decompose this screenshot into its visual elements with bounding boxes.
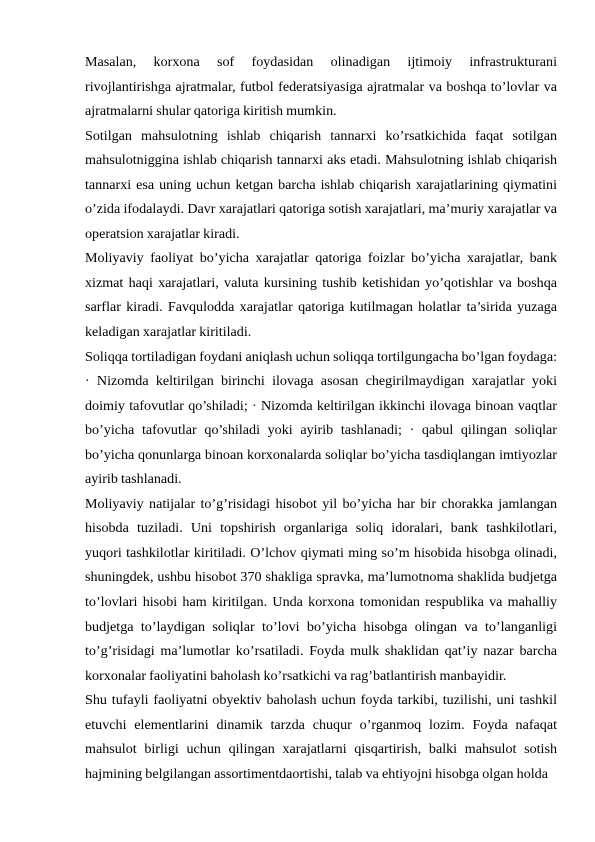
paragraph-4: Soliqqa tortiladigan foydani aniqlash uchun soliqqa tortilgungacha bo’lgan foydaga: · Nizomda keltirilgan birinchi ilovaga asosan chegirilmaydigan xarajatlar yoki doimiy tafovutlar qo’shiladi; · Nizomda keltirilgan ikkinchi ilovaga binoan vaqtlar bo’yicha tafovutlar qo’shiladi yoki ayirib tashlanadi; · qabul qilingan soliqlar bo’yicha qonunlarga binoan korxonalarda soliqlar bo’yicha tasdiqlangan imtiyozlar ayirib tashlanadi. — [85, 348, 557, 488]
paragraph-3: Moliyaviy faoliyat bo’yicha xarajatlar qatoriga foizlar bo’yicha xarajatlar, bank xizmat haqi xarajatlari, valuta kursining tushib ketishidan yo’qotishlar va boshqa sarflar kiradi. Favqulodda xarajatlar qatoriga kutilmagan holatlar ta’sirida yuzaga keladigan xarajatlar kiritiladi. — [85, 250, 557, 341]
paragraph-2: Sotilgan mahsulotning ishlab chiqarish tannarxi ko’rsatkichida faqat sotilgan mahsulotniggina ishlab chiqarish tannarxi aks etadi. Mahsulotning ishlab chiqarish tannarxi esa uning uchun ketgan barcha ishlab chiqarish xarajatlarining qiymatini o’zida ifodalaydi. Davr xarajatlari qatoriga sotish xarajatlari, ma’muriy xarajatlar va operatsion xarajatlar kiradi. — [85, 127, 557, 242]
paragraph-1: Masalan, korxona sof foydasidan olinadigan ijtimoiy infrastrukturani rivojlantirishga ajratmalar, futbol federatsiyasiga ajratmalar va boshqa to’lovlar va ajratmalarni shular qatoriga kiritish mumkin. — [85, 54, 557, 120]
paragraph-6: Shu tufayli faoliyatni obyektiv baholash uchun foyda tarkibi, tuzilishi, uni tashkil etuvchi elementlarini dinamik tarzda chuqur o’rganmoq lozim. Foyda nafaqat mahsulot birligi uchun qilingan xarajatlarni qisqartirish, balki mahsulot sotish hajmining belgilangan assortimentdaortishi, talab va ehtiyojni hisobga olgan holda — [85, 692, 557, 782]
document-page — [85, 50, 557, 786]
paragraph-5: Moliyaviy natijalar to’g’risidagi hisobot yil bo’yicha har bir chorakka jamlangan hisobda tuziladi. Uni topshirish organlariga soliq idoralari, bank tashkilotlari, yuqori tashkilotlar kiritiladi. O’lchov qiymati ming so’m hisobida hisobga olinadi, shuningdek, ushbu hisobot 370 shakliga spravka, ma’lumotnoma shaklida budjetga to’lovlari hisobi ham kiritilgan. Unda korxona tomonidan respublika va mahalliy budjetga to’laydigan soliqlar to’lovi bo’yicha hisobga olingan va to’langanligi to’g’risidagi ma’lumotlar ko’rsatiladi. Foyda mulk shaklidan qat’iy nazar barcha korxonalar faoliyatini baholash ko’rsatkichi va rag’batlantirish manbayidir. — [85, 495, 557, 684]
